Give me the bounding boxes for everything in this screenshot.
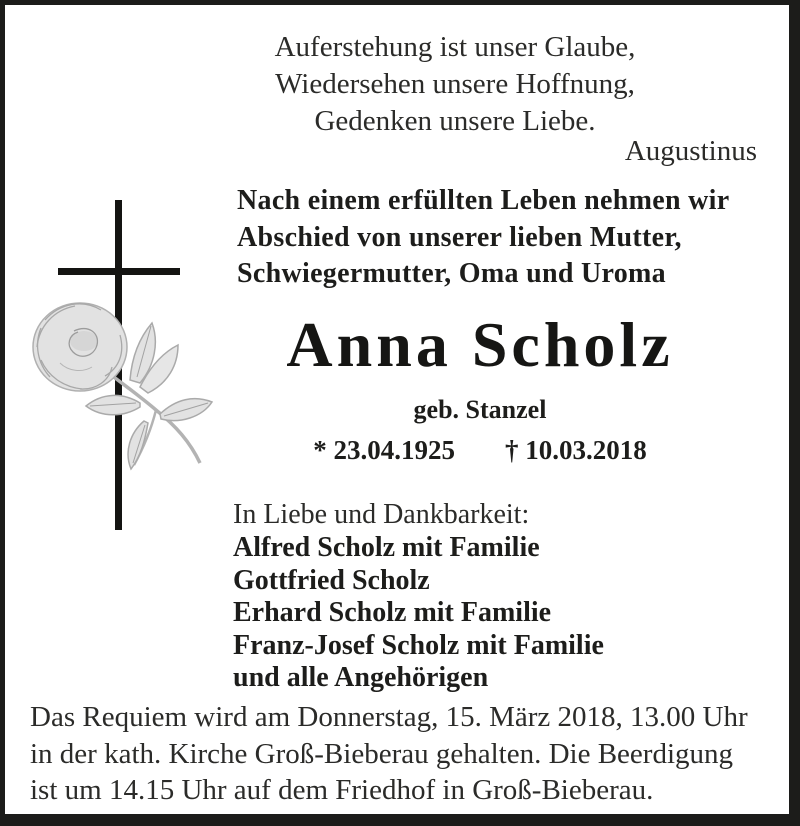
mourner-name: Gottfried Scholz xyxy=(233,564,430,596)
intro-text xyxy=(237,183,730,293)
mourner-name: und alle Angehörigen xyxy=(233,662,489,694)
funeral-line: in der kath. Kirche Groß-Bieberau gehalten. Die Beerdigung xyxy=(30,737,733,770)
birth-date: * 23.04.1925 xyxy=(313,435,455,465)
deceased-name: Anna Scholz xyxy=(286,309,674,380)
deceased-block xyxy=(180,310,780,466)
funeral-line: ist um 14.15 Uhr auf dem Friedhof in Groß-Bieberau. xyxy=(30,774,654,806)
intro-line: Nach einem erfüllten Leben nehmen wir xyxy=(237,185,730,216)
funeral-line: Das Requiem wird am Donnerstag, 15. März 2018, 13.00 Uhr xyxy=(30,701,748,733)
funeral-info xyxy=(30,699,785,809)
epigraph-line: Auferstehung ist unser Glaube, xyxy=(274,31,636,63)
mourner-name: Franz-Josef Scholz mit Familie xyxy=(233,629,604,661)
intro-line: Schwiegermutter, Oma und Uroma xyxy=(237,258,666,289)
epigraph-attribution: Augustinus xyxy=(624,135,757,167)
mourner-name: Alfred Scholz mit Familie xyxy=(233,532,540,563)
mourners-heading: In Liebe und Dankbarkeit: xyxy=(233,499,530,530)
maiden-name: geb. Stanzel xyxy=(413,395,547,424)
mourner-name: Erhard Scholz mit Familie xyxy=(233,597,552,629)
intro-line: Abschied von unserer lieben Mutter, xyxy=(237,221,682,253)
epigraph xyxy=(160,29,750,140)
life-dates xyxy=(180,435,780,466)
epigraph-line: Gedenken unsere Liebe. xyxy=(314,105,596,137)
mourners-block xyxy=(233,498,604,695)
epigraph-line: Wiedersehen unsere Hoffnung, xyxy=(275,68,635,100)
death-date: † 10.03.2018 xyxy=(505,435,647,465)
